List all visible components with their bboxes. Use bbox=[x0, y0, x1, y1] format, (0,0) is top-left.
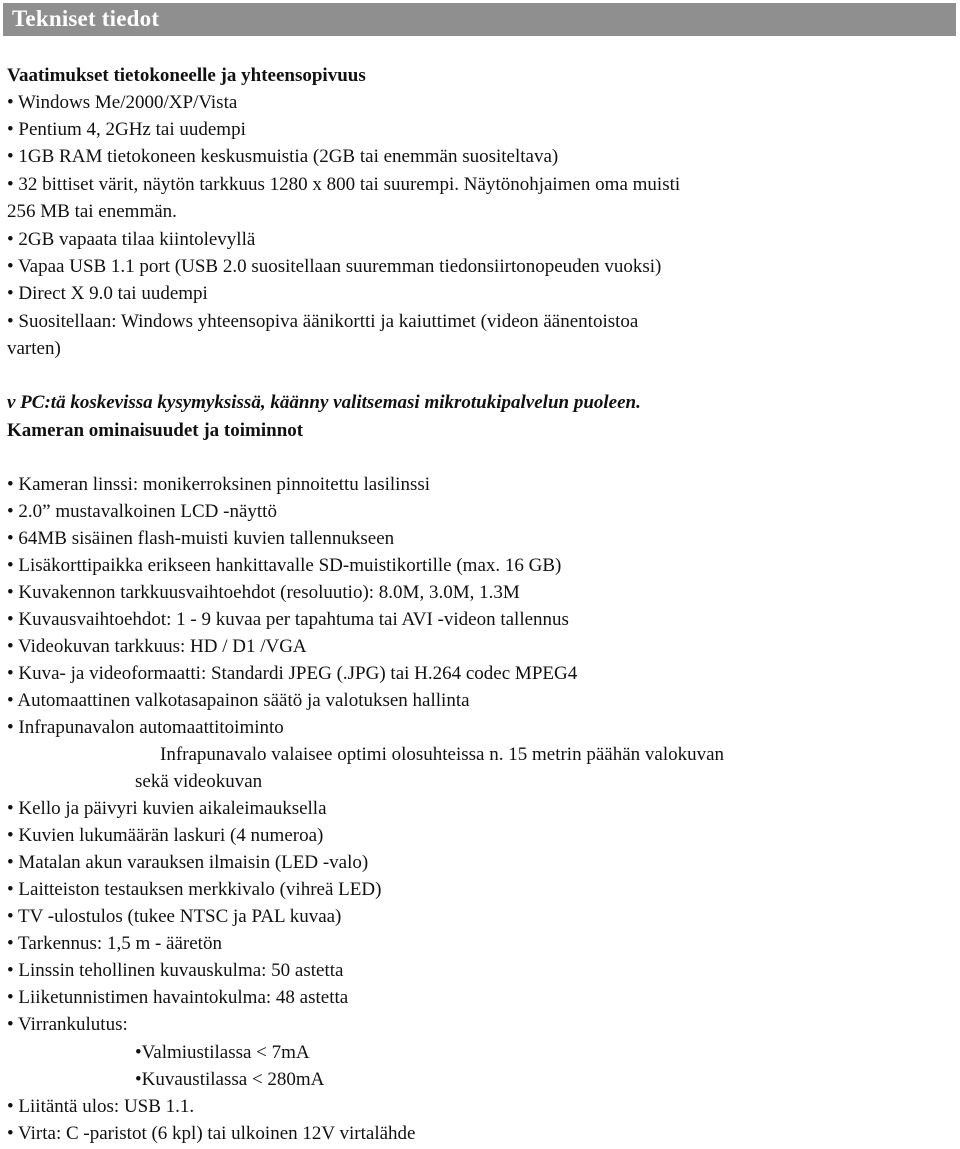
feature-item: • Linssin tehollinen kuvauskulma: 50 astetta bbox=[7, 960, 344, 981]
feature-item: • Matalan akun varauksen ilmaisin (LED -valo) bbox=[7, 852, 369, 873]
feature-item: • Videokuvan tarkkuus: HD / D1 /VGA bbox=[7, 636, 307, 657]
feature-item: • Laitteiston testauksen merkkivalo (vihreä LED) bbox=[7, 879, 382, 900]
feature-item: • Kuvausvaihtoehdot: 1 - 9 kuvaa per tapahtuma tai AVI -videon tallennus bbox=[7, 609, 569, 630]
section-header bbox=[3, 3, 956, 36]
requirements-heading: Vaatimukset tietokoneelle ja yhteensopivuus bbox=[7, 65, 366, 86]
feature-item: • Virrankulutus: bbox=[7, 1014, 128, 1035]
feature-item: • Liiketunnistimen havaintokulma: 48 astetta bbox=[7, 987, 349, 1008]
requirement-item: • Direct X 9.0 tai uudempi bbox=[7, 283, 208, 304]
requirement-item: • 32 bittiset värit, näytön tarkkuus 1280 x 800 tai suurempi. Näytönohjaimen oma muisti bbox=[7, 174, 681, 195]
feature-item: • Kello ja päivyri kuvien aikaleimauksella bbox=[7, 798, 327, 819]
requirement-item: • 2GB vapaata tilaa kiintolevyllä bbox=[7, 229, 256, 250]
feature-item: • Automaattinen valkotasapainon säätö ja valotuksen hallinta bbox=[7, 690, 470, 711]
features-heading: Kameran ominaisuudet ja toiminnot bbox=[7, 420, 304, 441]
power-capture: •Kuvaustilassa < 280mA bbox=[135, 1069, 325, 1090]
requirement-item: varten) bbox=[7, 338, 61, 359]
feature-item: • Tarkennus: 1,5 m - ääretön bbox=[7, 933, 222, 954]
requirement-item: • 1GB RAM tietokoneen keskusmuistia (2GB tai enemmän suositeltava) bbox=[7, 146, 559, 167]
requirement-item: • Vapaa USB 1.1 port (USB 2.0 suositellaan suuremman tiedonsiirtonopeuden vuoksi) bbox=[7, 256, 662, 277]
power-standby: •Valmiustilassa < 7mA bbox=[135, 1042, 310, 1063]
feature-item: • Lisäkorttipaikka erikseen hankittavalle SD-muistikortille (max. 16 GB) bbox=[7, 555, 562, 576]
feature-item: • Virta: C -paristot (6 kpl) tai ulkoinen 12V virtalähde bbox=[7, 1123, 416, 1144]
ir-note: sekä videokuvan bbox=[135, 771, 263, 792]
feature-item: • Liitäntä ulos: USB 1.1. bbox=[7, 1096, 195, 1117]
feature-item: • Kuva- ja videoformaatti: Standardi JPEG (.JPG) tai H.264 codec MPEG4 bbox=[7, 663, 578, 684]
requirement-item: • Pentium 4, 2GHz tai uudempi bbox=[7, 119, 246, 140]
requirement-item: • Windows Me/2000/XP/Vista bbox=[7, 92, 238, 113]
feature-item: • TV -ulostulos (tukee NTSC ja PAL kuvaa) bbox=[7, 906, 342, 927]
feature-item: • 64MB sisäinen flash-muisti kuvien tallennukseen bbox=[7, 528, 395, 549]
requirement-item: 256 MB tai enemmän. bbox=[7, 201, 177, 222]
feature-item: • Kuvien lukumäärän laskuri (4 numeroa) bbox=[7, 825, 324, 846]
feature-item: • Kameran linssi: monikerroksinen pinnoitettu lasilinssi bbox=[7, 474, 431, 495]
pc-support-note: v PC:tä koskevissa kysymyksissä, käänny valitsemasi mikrotukipalvelun puoleen. bbox=[7, 392, 641, 413]
section-title: Tekniset tiedot bbox=[12, 6, 160, 31]
requirement-item: • Suositellaan: Windows yhteensopiva äänikortti ja kaiuttimet (videon äänentoistoa bbox=[7, 311, 639, 332]
feature-item: • Kuvakennon tarkkuusvaihtoehdot (resoluutio): 8.0M, 3.0M, 1.3M bbox=[7, 582, 520, 603]
feature-item: • Infrapunavalon automaattitoiminto bbox=[7, 717, 284, 738]
ir-note: Infrapunavalo valaisee optimi olosuhteissa n. 15 metrin päähän valokuvan bbox=[160, 744, 725, 765]
feature-item: • 2.0” mustavalkoinen LCD -näyttö bbox=[7, 501, 277, 522]
